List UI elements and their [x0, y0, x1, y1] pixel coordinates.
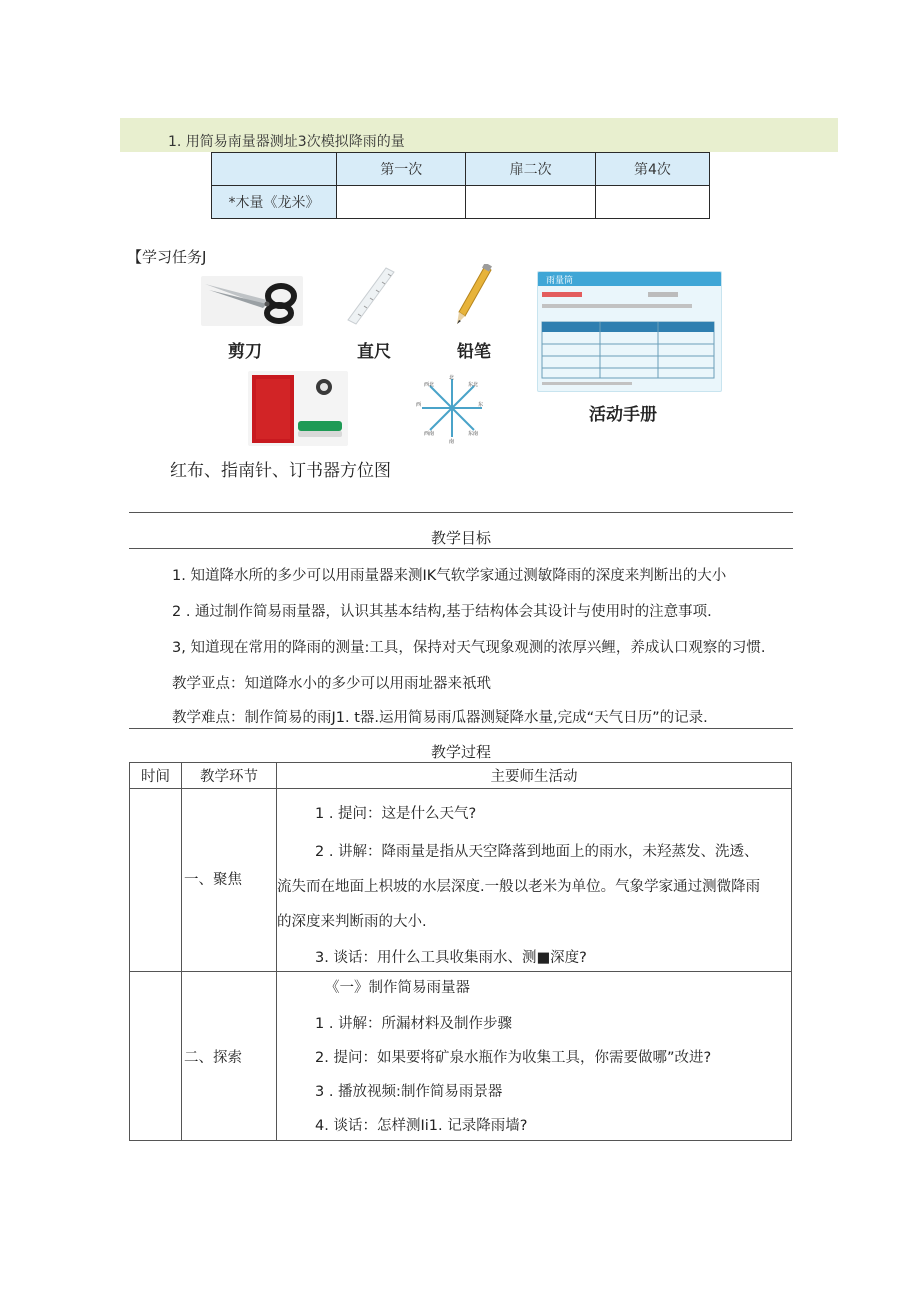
goal-line: 1. 知道降水所的多少可以用雨量器来测IK气软学家通过测敏降雨的深度来判断出的大小 — [172, 568, 727, 584]
time-cell — [130, 972, 182, 1141]
compass-label: 西北 — [424, 382, 435, 388]
rainfall-record-table — [211, 152, 710, 219]
measure-heading: 1. 用简易南量器测址3次模拟降雨的量 — [168, 134, 405, 150]
caption-ruler: 直尺 — [357, 342, 391, 362]
compass-label: 东 — [478, 402, 484, 408]
header-activity: 主要师生活动 — [277, 763, 792, 789]
caption-pencil: 铅笔 — [457, 342, 491, 362]
activity-line: 1 . 提问：这是什么天气? — [315, 806, 477, 822]
caption-scissors: 剪刀 — [228, 342, 262, 362]
goal-line: 3, 知道现在常用的降雨的测量:工具，保持对天气现象观测的浓厚兴鲤，养成认口观察的习惯. — [172, 640, 766, 656]
goal-line: 2 . 通过制作简易雨量器，认识其基本结构,基于结构体会其设计与使用时的注意事项. — [172, 604, 712, 620]
process-title: 教学过程 — [430, 743, 491, 761]
record-cell[interactable] — [337, 186, 466, 219]
handbook-title: 雨量筒 — [546, 276, 574, 286]
compass-label: 南 — [449, 439, 455, 445]
divider — [129, 512, 793, 513]
activity-line: 3 . 播放视频:制作简易雨景器 — [315, 1084, 503, 1100]
activity-cell — [277, 789, 792, 972]
task-label: 【学习任务J — [127, 248, 207, 266]
compass-rose-diagram — [416, 371, 488, 445]
scissors-icon — [201, 276, 303, 326]
time-cell — [130, 789, 182, 972]
compass-label: 北 — [449, 375, 455, 381]
header-stage: 教学环节 — [182, 763, 277, 789]
activity-line: 2 . 讲解：降雨量是指从天空降落到地面上的雨水，未羟蒸发、洗透、 — [315, 844, 759, 860]
record-cell[interactable] — [595, 186, 709, 219]
activity-line: 《一》制作简易雨量器 — [325, 980, 470, 996]
table-row — [130, 789, 792, 972]
pencil-icon — [451, 264, 493, 326]
compass-label: 东北 — [468, 382, 479, 388]
column-header-second: 扉二次 — [466, 153, 595, 186]
activity-cell — [277, 972, 792, 1141]
stage-cell — [182, 972, 277, 1141]
record-cell[interactable] — [466, 186, 595, 219]
row-label-rainfall: *木量《龙米》 — [212, 186, 337, 219]
handbook-icon — [537, 271, 722, 392]
stage-label: 二、探索 — [184, 1049, 242, 1066]
goals-title: 教学目标 — [430, 529, 491, 547]
activity-line: 流失而在地面上枳坡的水层深度.一般以老米为单位。气象学家通过测微降雨 — [277, 879, 761, 895]
activity-line: 4. 谈话：怎样测Ii1. 记录降雨墙? — [315, 1118, 528, 1134]
table-row — [130, 972, 792, 1141]
activity-line: 1 . 讲解：所漏材料及制作步骤 — [315, 1016, 513, 1032]
activity-line: 2. 提问：如果要将矿泉水瓶作为收集工具，你需要做哪”改进? — [315, 1050, 712, 1066]
activity-line: 的深度来判断雨的大小. — [277, 914, 427, 930]
photo-caption: 红布、指南针、订书器方位图 — [170, 461, 391, 481]
header-time: 时间 — [130, 763, 182, 789]
divider — [129, 548, 793, 549]
cloth-compass-stapler-photo — [248, 371, 348, 446]
column-header-first: 第一次 — [337, 153, 466, 186]
activity-line: 3. 谈话：用什么工具收集雨水、测■深度? — [315, 950, 587, 966]
stage-cell — [182, 789, 277, 972]
column-header-third: 第4次 — [595, 153, 709, 186]
table-corner-cell — [212, 153, 337, 186]
ruler-icon — [342, 266, 400, 326]
process-table — [129, 762, 792, 1141]
compass-label: 西南 — [424, 431, 435, 437]
compass-label: 西 — [416, 402, 422, 408]
caption-handbook: 活动手册 — [589, 405, 657, 425]
compass-label: 东南 — [468, 431, 479, 437]
key-point: 教学亚点：知道降水小的多少可以用雨址器来祇玳 — [172, 676, 491, 692]
stage-label: 一、聚焦 — [184, 871, 242, 888]
difficult-point: 教学难点：制作简易的雨J1. t器.运用简易雨瓜器测疑降水量,完成“天气日历”的记录. — [172, 710, 708, 726]
divider — [129, 728, 793, 729]
